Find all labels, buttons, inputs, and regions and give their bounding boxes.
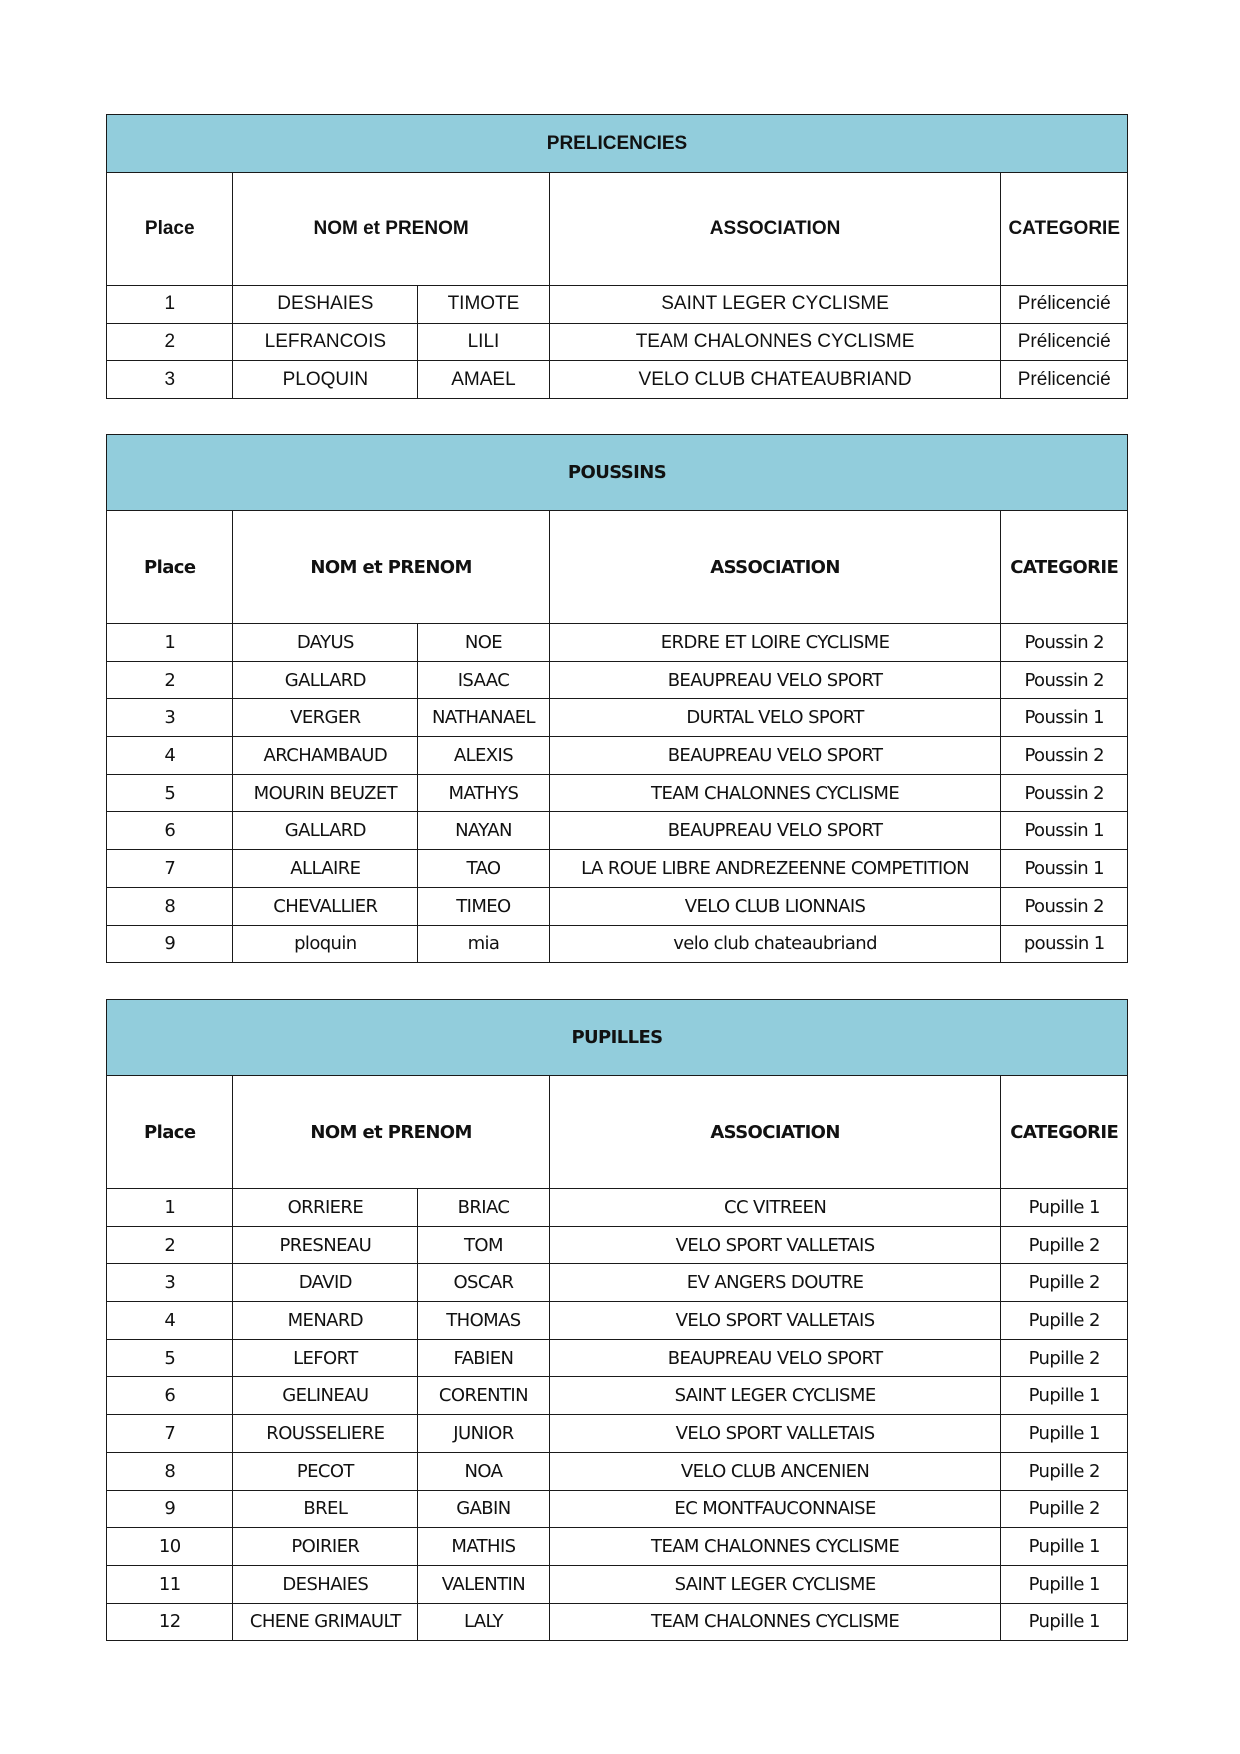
table-row — [107, 361, 1128, 399]
table-row — [107, 1264, 1128, 1302]
cell-nom: PLOQUIN — [233, 361, 418, 399]
cell-categorie: Pupille 1 — [1001, 1603, 1128, 1641]
header-categorie: CATEGORIE — [1001, 173, 1128, 286]
cell-place: 3 — [107, 1264, 233, 1302]
cell-categorie: Prélicencié — [1001, 286, 1128, 324]
cell-prenom: OSCAR — [418, 1264, 550, 1302]
cell-categorie: Pupille 1 — [1001, 1377, 1128, 1415]
cell-nom: ORRIERE — [233, 1189, 418, 1227]
table-title: PUPILLES — [107, 1000, 1128, 1076]
cell-categorie: Pupille 1 — [1001, 1565, 1128, 1603]
cell-place: 1 — [107, 286, 233, 324]
cell-categorie: Poussin 2 — [1001, 661, 1128, 699]
table-row — [107, 699, 1128, 737]
header-nom-prenom: NOM et PRENOM — [233, 1076, 549, 1189]
header-nom-prenom: NOM et PRENOM — [233, 511, 549, 624]
cell-prenom: NOE — [418, 624, 550, 662]
cell-place: 3 — [107, 361, 233, 399]
cell-prenom: AMAEL — [418, 361, 550, 399]
cell-prenom: VALENTIN — [418, 1565, 550, 1603]
cell-association: DURTAL VELO SPORT — [549, 699, 1001, 737]
cell-association: CC VITREEN — [549, 1189, 1001, 1227]
cell-prenom: NAYAN — [418, 812, 550, 850]
cell-nom: DESHAIES — [233, 286, 418, 324]
cell-nom: ROUSSELIERE — [233, 1415, 418, 1453]
table-row — [107, 812, 1128, 850]
cell-nom: MENARD — [233, 1302, 418, 1340]
cell-association: BEAUPREAU VELO SPORT — [549, 1339, 1001, 1377]
table-row — [107, 1603, 1128, 1641]
cell-association: TEAM CHALONNES CYCLISME — [549, 1603, 1001, 1641]
cell-prenom: BRIAC — [418, 1189, 550, 1227]
cell-nom: ARCHAMBAUD — [233, 737, 418, 775]
cell-nom: GALLARD — [233, 661, 418, 699]
table-row — [107, 737, 1128, 775]
cell-place: 2 — [107, 1226, 233, 1264]
cell-nom: GELINEAU — [233, 1377, 418, 1415]
cell-prenom: TAO — [418, 850, 550, 888]
cell-categorie: Pupille 2 — [1001, 1302, 1128, 1340]
cell-place: 1 — [107, 624, 233, 662]
cell-prenom: ISAAC — [418, 661, 550, 699]
cell-nom: ploquin — [233, 925, 418, 963]
header-nom-prenom: NOM et PRENOM — [233, 173, 549, 286]
table-row — [107, 661, 1128, 699]
cell-prenom: FABIEN — [418, 1339, 550, 1377]
cell-nom: PECOT — [233, 1452, 418, 1490]
cell-association: SAINT LEGER CYCLISME — [549, 1565, 1001, 1603]
cell-association: VELO SPORT VALLETAIS — [549, 1415, 1001, 1453]
cell-place: 9 — [107, 1490, 233, 1528]
cell-place: 5 — [107, 1339, 233, 1377]
header-place: Place — [107, 511, 233, 624]
table-row — [107, 1528, 1128, 1566]
table-row — [107, 1377, 1128, 1415]
header-categorie: CATEGORIE — [1001, 1076, 1128, 1189]
cell-categorie: poussin 1 — [1001, 925, 1128, 963]
cell-place: 9 — [107, 925, 233, 963]
cell-nom: LEFORT — [233, 1339, 418, 1377]
cell-categorie: Pupille 1 — [1001, 1415, 1128, 1453]
table-row — [107, 774, 1128, 812]
cell-association: ERDRE ET LOIRE CYCLISME — [549, 624, 1001, 662]
cell-nom: GALLARD — [233, 812, 418, 850]
table-row — [107, 1339, 1128, 1377]
cell-place: 7 — [107, 850, 233, 888]
cell-place: 2 — [107, 661, 233, 699]
cell-association: TEAM CHALONNES CYCLISME — [549, 323, 1001, 361]
pupilles-table — [106, 999, 1128, 1641]
header-association: ASSOCIATION — [549, 1076, 1001, 1189]
cell-association: VELO CLUB LIONNAIS — [549, 887, 1001, 925]
table-row — [107, 323, 1128, 361]
cell-place: 8 — [107, 1452, 233, 1490]
cell-prenom: mia — [418, 925, 550, 963]
cell-place: 4 — [107, 737, 233, 775]
cell-association: SAINT LEGER CYCLISME — [549, 1377, 1001, 1415]
header-association: ASSOCIATION — [549, 173, 1001, 286]
cell-categorie: Pupille 2 — [1001, 1452, 1128, 1490]
cell-nom: PRESNEAU — [233, 1226, 418, 1264]
cell-place: 12 — [107, 1603, 233, 1641]
cell-nom: POIRIER — [233, 1528, 418, 1566]
cell-nom: CHENE GRIMAULT — [233, 1603, 418, 1641]
cell-categorie: Prélicencié — [1001, 323, 1128, 361]
cell-nom: LEFRANCOIS — [233, 323, 418, 361]
cell-prenom: TIMEO — [418, 887, 550, 925]
cell-place: 7 — [107, 1415, 233, 1453]
cell-prenom: JUNIOR — [418, 1415, 550, 1453]
cell-prenom: LALY — [418, 1603, 550, 1641]
cell-association: BEAUPREAU VELO SPORT — [549, 812, 1001, 850]
cell-prenom: GABIN — [418, 1490, 550, 1528]
cell-categorie: Prélicencié — [1001, 361, 1128, 399]
cell-prenom: TOM — [418, 1226, 550, 1264]
cell-association: TEAM CHALONNES CYCLISME — [549, 1528, 1001, 1566]
cell-place: 8 — [107, 887, 233, 925]
cell-nom: ALLAIRE — [233, 850, 418, 888]
cell-association: SAINT LEGER CYCLISME — [549, 286, 1001, 324]
cell-place: 2 — [107, 323, 233, 361]
table-title: PRELICENCIES — [107, 115, 1128, 173]
cell-categorie: Poussin 2 — [1001, 624, 1128, 662]
cell-place: 11 — [107, 1565, 233, 1603]
table-row — [107, 887, 1128, 925]
cell-nom: CHEVALLIER — [233, 887, 418, 925]
cell-association: VELO CLUB CHATEAUBRIAND — [549, 361, 1001, 399]
cell-association: LA ROUE LIBRE ANDREZEENNE COMPETITION — [549, 850, 1001, 888]
table-row — [107, 925, 1128, 963]
table-row — [107, 1565, 1128, 1603]
header-place: Place — [107, 173, 233, 286]
cell-categorie: Pupille 2 — [1001, 1490, 1128, 1528]
cell-categorie: Poussin 1 — [1001, 812, 1128, 850]
cell-place: 5 — [107, 774, 233, 812]
cell-nom: DAVID — [233, 1264, 418, 1302]
cell-prenom: NOA — [418, 1452, 550, 1490]
cell-association: EV ANGERS DOUTRE — [549, 1264, 1001, 1302]
cell-categorie: Poussin 2 — [1001, 737, 1128, 775]
table-row — [107, 286, 1128, 324]
cell-place: 1 — [107, 1189, 233, 1227]
cell-association: BEAUPREAU VELO SPORT — [549, 737, 1001, 775]
cell-prenom: TIMOTE — [418, 286, 550, 324]
table-row — [107, 850, 1128, 888]
cell-categorie: Pupille 1 — [1001, 1189, 1128, 1227]
cell-place: 6 — [107, 812, 233, 850]
table-title: POUSSINS — [107, 435, 1128, 511]
header-association: ASSOCIATION — [549, 511, 1001, 624]
cell-place: 6 — [107, 1377, 233, 1415]
cell-association: EC MONTFAUCONNAISE — [549, 1490, 1001, 1528]
cell-categorie: Pupille 2 — [1001, 1339, 1128, 1377]
prelicencies-table — [106, 114, 1128, 399]
cell-nom: BREL — [233, 1490, 418, 1528]
table-row — [107, 1415, 1128, 1453]
cell-prenom: MATHYS — [418, 774, 550, 812]
cell-prenom: NATHANAEL — [418, 699, 550, 737]
cell-place: 3 — [107, 699, 233, 737]
cell-categorie: Poussin 1 — [1001, 850, 1128, 888]
cell-categorie: Pupille 2 — [1001, 1264, 1128, 1302]
cell-association: TEAM CHALONNES CYCLISME — [549, 774, 1001, 812]
cell-prenom: ALEXIS — [418, 737, 550, 775]
cell-nom: DAYUS — [233, 624, 418, 662]
cell-association: velo club chateaubriand — [549, 925, 1001, 963]
cell-categorie: Poussin 2 — [1001, 887, 1128, 925]
table-row — [107, 1452, 1128, 1490]
cell-association: BEAUPREAU VELO SPORT — [549, 661, 1001, 699]
cell-prenom: CORENTIN — [418, 1377, 550, 1415]
header-place: Place — [107, 1076, 233, 1189]
cell-place: 4 — [107, 1302, 233, 1340]
table-row — [107, 1226, 1128, 1264]
cell-nom: MOURIN BEUZET — [233, 774, 418, 812]
cell-association: VELO CLUB ANCENIEN — [549, 1452, 1001, 1490]
cell-categorie: Pupille 2 — [1001, 1226, 1128, 1264]
cell-place: 10 — [107, 1528, 233, 1566]
header-categorie: CATEGORIE — [1001, 511, 1128, 624]
cell-categorie: Pupille 1 — [1001, 1528, 1128, 1566]
table-row — [107, 624, 1128, 662]
table-row — [107, 1302, 1128, 1340]
cell-prenom: LILI — [418, 323, 550, 361]
cell-association: VELO SPORT VALLETAIS — [549, 1302, 1001, 1340]
cell-prenom: THOMAS — [418, 1302, 550, 1340]
cell-nom: VERGER — [233, 699, 418, 737]
cell-association: VELO SPORT VALLETAIS — [549, 1226, 1001, 1264]
table-row — [107, 1189, 1128, 1227]
cell-categorie: Poussin 2 — [1001, 774, 1128, 812]
poussins-table — [106, 434, 1128, 963]
cell-categorie: Poussin 1 — [1001, 699, 1128, 737]
table-row — [107, 1490, 1128, 1528]
cell-nom: DESHAIES — [233, 1565, 418, 1603]
cell-prenom: MATHIS — [418, 1528, 550, 1566]
